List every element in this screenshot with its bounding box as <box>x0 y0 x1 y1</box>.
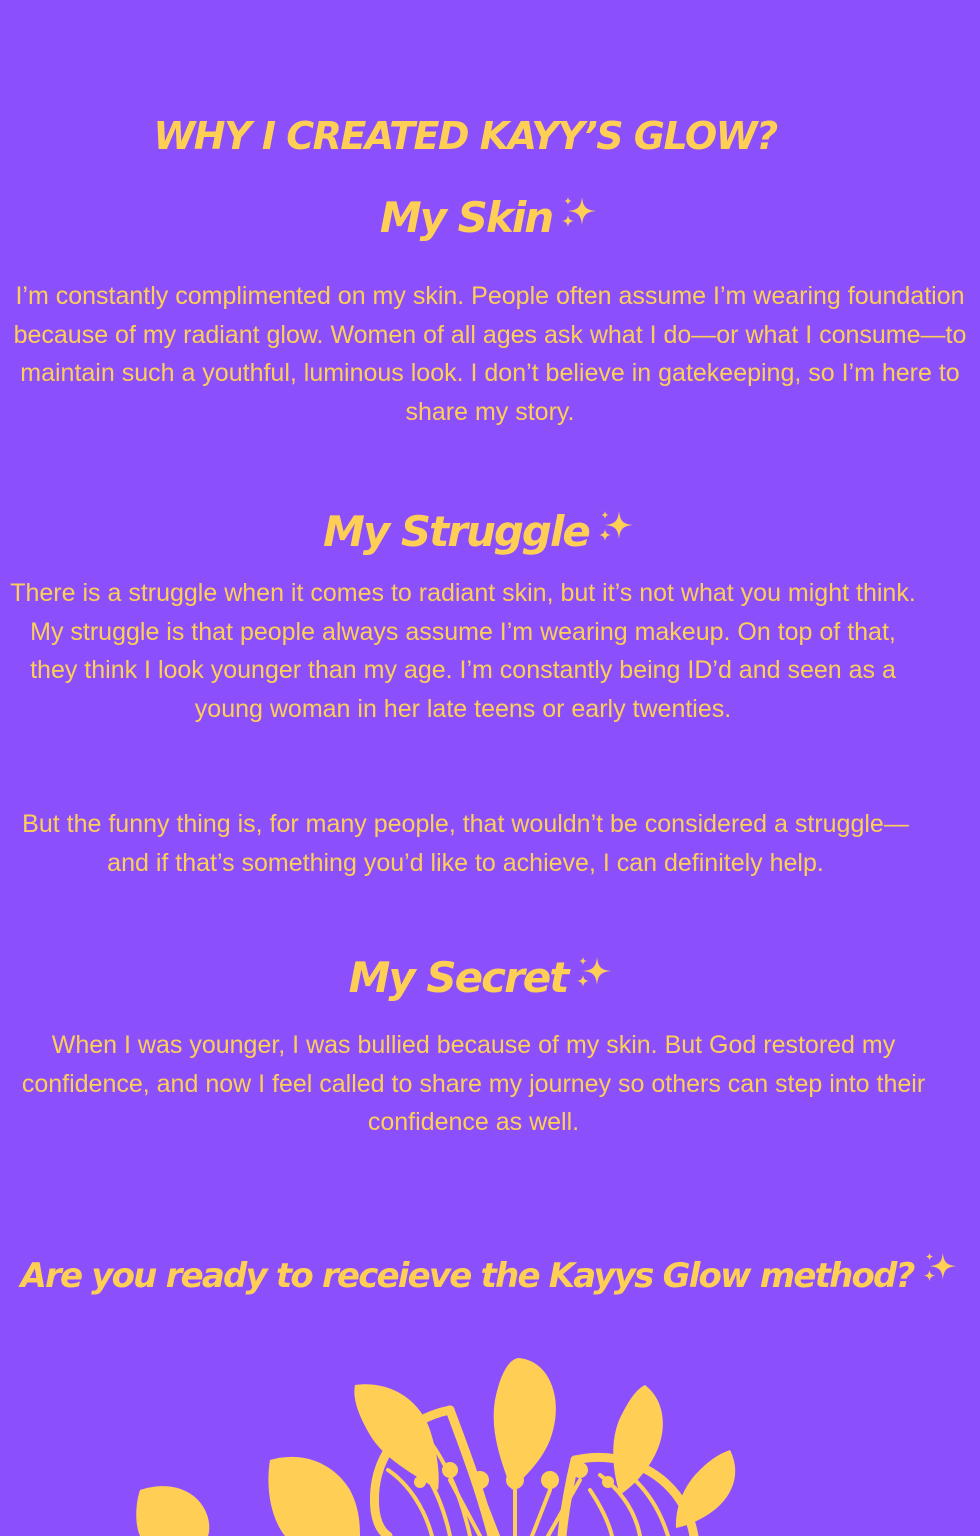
section-paragraph-my-struggle-1: There is a struggle when it comes to radiant skin, but it’s not what you might think. My struggle is that people always assume I’m wearing makeup. On top of that, they think I look younger than my age. I’m constantly being ID’d and seen as a young woman in her late teens or early twenties. <box>10 579 916 723</box>
sparkles-icon <box>573 953 615 1009</box>
sparkles-icon <box>920 1249 960 1306</box>
flower-illustration <box>120 1340 860 1536</box>
section-paragraph-my-secret: When I was younger, I was bullied because of my skin. But God restored my confidence, and now I feel called to share my journey so others can step into their confidence as well. <box>21 1031 926 1136</box>
section-title-text: My Skin <box>379 193 553 242</box>
section-title-my-struggle <box>0 504 970 563</box>
section-title-text: My Secret <box>348 953 568 1002</box>
section-title-my-secret <box>0 950 972 1009</box>
section-title-my-skin <box>0 190 980 249</box>
cta-heading <box>0 1248 980 1306</box>
cta-text: Are you ready to receieve the Kayys Glow method? <box>20 1256 914 1296</box>
section-title-text: My Struggle <box>323 507 589 556</box>
sparkles-icon <box>595 507 637 563</box>
sparkles-icon <box>558 193 600 249</box>
section-paragraph-my-skin: I’m constantly complimented on my skin. People often assume I’m wearing foundation because of my radiant glow. Women of all ages ask what I do—or what I consume—to maintain such a youthful, luminous look. I don’t believe in gatekeeping, so I’m here to share my story. <box>13 282 967 426</box>
section-paragraph-my-struggle-2: But the funny thing is, for many people, that wouldn’t be considered a struggle—and if that’s something you’d like to achieve, I can definitely help. <box>22 810 909 877</box>
page-title: WHY I CREATED KAYY’S GLOW? <box>153 114 777 158</box>
